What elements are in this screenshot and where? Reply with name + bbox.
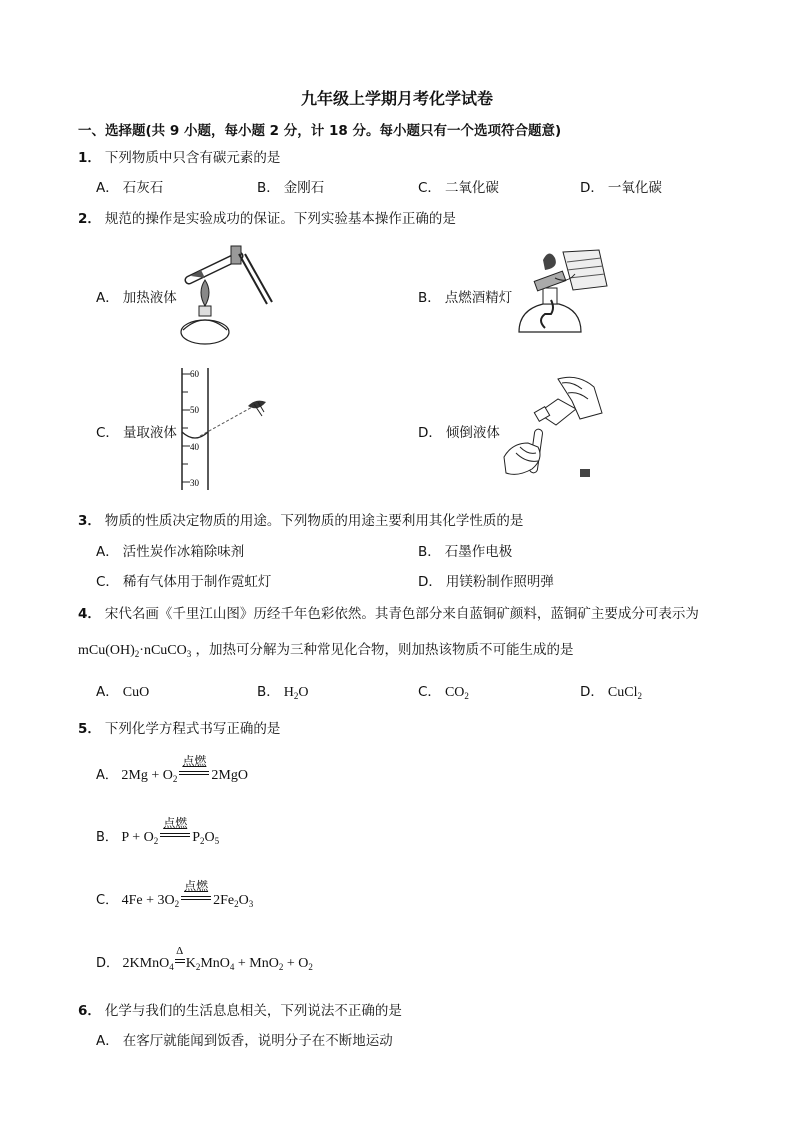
tick-label: 30 [190,478,199,488]
q4-option-b[interactable]: B． $H_2O$ [257,684,309,701]
q3-option-b[interactable]: B． 石墨作电极 [418,544,513,560]
question-number: 1． [78,150,101,166]
tick-label: 50 [190,405,199,415]
tick-label: 40 [190,442,199,452]
question-6: 6． 化学与我们的生活息息相关，下列说法不正确的是 [78,1003,402,1019]
q1-option-b[interactable]: B． 金刚石 [257,180,325,196]
q2-option-c[interactable]: C． 量取液体 [96,425,177,441]
q2-option-b[interactable]: B． 点燃酒精灯 [418,290,513,306]
page-title: 九年级上学期月考化学试卷 [300,89,493,108]
formula-malachite: $mCu(OH)_2\cdot nCuCO_3$ [78,643,192,659]
question-4-line2: $mCu(OH)_2\cdot nCuCO_3$ ，加热可分解为三种常见化合物，则加热该物质不可能生成的是 [78,642,574,659]
lighting-lamp-figure [515,248,615,348]
q5-option-a[interactable]: A． $2Mg + O_2$ 点燃 2MgO [96,754,248,784]
q2-option-a[interactable]: A． 加热液体 [96,290,177,306]
q1-option-d[interactable]: D． 一氧化碳 [580,180,662,196]
question-3: 3． 物质的性质决定物质的用途。下列物质的用途主要利用其化学性质的是 [78,513,524,529]
q3-option-a[interactable]: A． 活性炭作冰箱除味剂 [96,544,245,560]
q2-option-d[interactable]: D． 倾倒液体 [418,425,500,441]
question-2: 2． 规范的操作是实验成功的保证。下列实验基本操作正确的是 [78,211,456,227]
q1-option-c[interactable]: C． 二氧化碳 [418,180,499,196]
q3-option-c[interactable]: C． 稀有气体用于制作霓虹灯 [96,574,272,590]
q6-option-a[interactable]: A． 在客厅就能闻到饭香，说明分子在不断地运动 [96,1033,393,1049]
q5-option-b[interactable]: B． $P + O_2$ 点燃 $P_2O_5$ [96,816,220,846]
q3-option-d[interactable]: D． 用镁粉制作照明弹 [418,574,554,590]
section-heading: 一、选择题(共 9 小题，每小题 2 分，计 18 分。每小题只有一个选项符合题意) [78,123,562,139]
graduated-cylinder-figure [178,364,278,494]
tick-label: 60 [190,369,199,379]
question-5: 5． 下列化学方程式书写正确的是 [78,721,281,737]
q4-option-a[interactable]: A． CuO [96,684,150,700]
q5-option-c[interactable]: C． $4Fe + 3O_2$ 点燃 $2Fe_2O_3$ [96,879,254,909]
q4-option-c[interactable]: C． $CO_2$ [418,684,469,701]
q1-option-a[interactable]: A． 石灰石 [96,180,164,196]
heating-liquid-figure [175,240,275,350]
question-1 [78,146,280,166]
q5-option-d[interactable]: D． 2KMnO$_4$ Δ $K_2MnO_4 + MnO_2 + O_2$ [96,945,313,972]
q4-option-d[interactable]: D． CuCl$_2$ [580,684,642,701]
question-4: 4． 宋代名画《千里江山图》历经千年色彩依然。其青色部分来自蓝铜矿颜料，蓝铜矿主要成分可表示为 [78,606,699,622]
pouring-liquid-figure [498,373,608,485]
question-stem: 下列物质中只含有碳元素的是 [104,150,281,166]
